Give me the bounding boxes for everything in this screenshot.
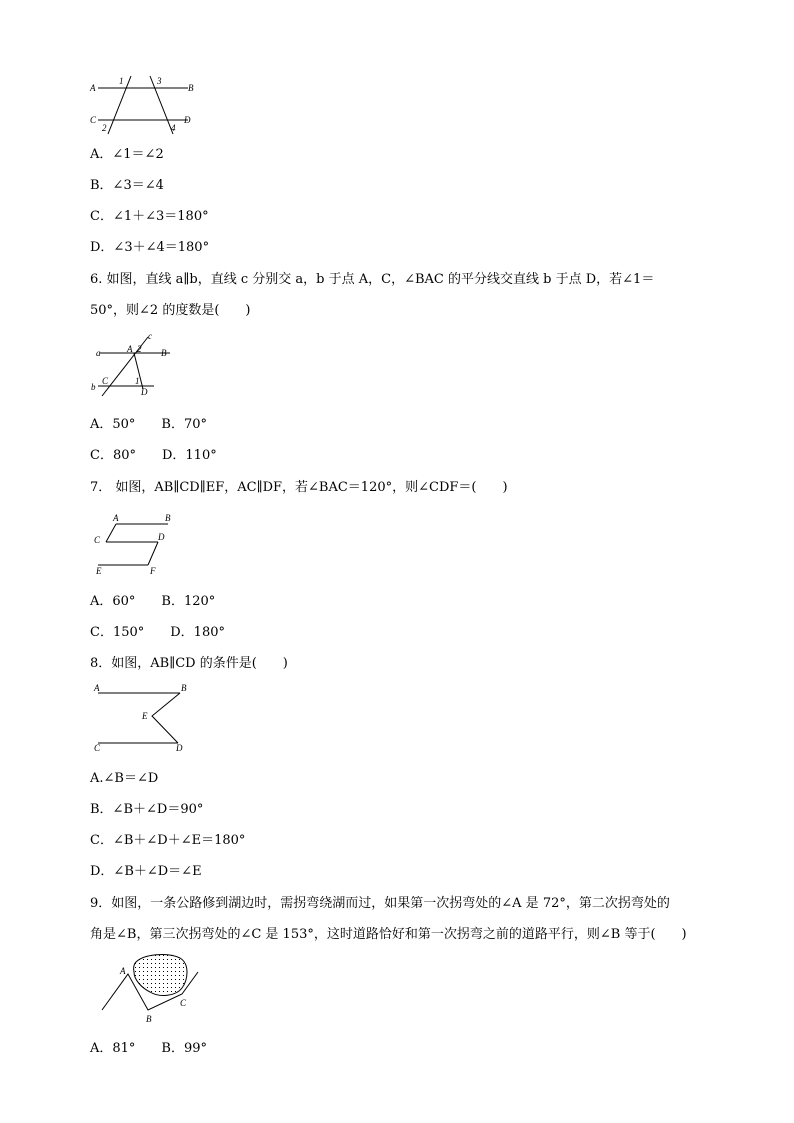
q5-figure [88,74,198,134]
angle-3: 3 [157,76,162,86]
label-b: b [91,382,96,392]
q5-option-a: A．∠1＝∠2 [90,147,164,162]
label-B: B [146,1014,152,1024]
q8-option-a: A.∠B＝∠D [90,771,159,786]
label-E: E [96,566,102,576]
q9-stem-line1: 9．如图，一条公路修到湖边时，需拐弯绕湖而过，如果第一次拐弯处的∠A 是 72°，第二次拐弯处的 [90,896,670,911]
q8-option-d: D．∠B＋∠D＝∠E [90,864,202,879]
label-B: B [188,83,194,93]
line-DF [148,542,158,565]
angle-2: 2 [137,344,142,354]
q6-stem-line1: 6. 如图，直线 a∥b，直线 c 分别交 a，b 于点 A，C，∠BAC 的平分线交直线 b 于点 D，若∠1＝ [90,272,655,287]
q9-options-row1: A．81° B．99° [90,1041,208,1056]
q5-option-c: C．∠1＋∠3＝180° [90,209,209,224]
label-A: A [90,83,96,93]
label-C: C [94,743,101,753]
label-C: C [180,998,187,1008]
label-F: F [150,566,156,576]
label-A: A [120,966,126,976]
label-D: D [184,115,191,125]
label-D: D [158,532,165,542]
angle-1: 1 [135,376,140,386]
label-B: B [161,348,167,358]
label-C: C [102,376,109,386]
label-A: A [94,683,100,693]
label-D: D [176,743,183,753]
label-E: E [142,711,148,721]
label-A: A [113,513,119,523]
q8-option-c: C．∠B＋∠D＋∠E＝180° [90,833,246,848]
q6-stem-line2: 50°，则∠2 的度数是( ) [90,303,251,318]
q5-option-b: B．∠3＝∠4 [90,178,164,193]
q7-options-row1: A．60° B．120° [90,594,216,609]
label-D: D [141,387,148,397]
q5-option-d: D．∠3＋∠4＝180° [90,240,210,255]
angle-2: 2 [102,123,107,133]
q8-option-b: B．∠B＋∠D＝90° [90,802,204,817]
label-C: C [90,115,97,125]
angle-4: 4 [171,123,176,133]
q7-options-row2: C．150° D．180° [90,625,225,640]
line-BED [152,693,180,743]
q7-figure [92,512,182,577]
label-B: B [181,683,187,693]
q7-stem: 7． 如图，AB∥CD∥EF，AC∥DF，若∠BAC＝120°，则∠CDF＝( ) [90,480,508,495]
label-c: c [148,331,152,341]
label-a: a [96,348,101,358]
q6-options-row2: C．80° D．110° [90,448,217,463]
label-A: A [127,344,133,354]
q8-figure [92,683,202,753]
label-C: C [94,535,101,545]
q6-options-row1: A．50° B．70° [90,417,208,432]
lake [134,955,187,996]
label-B: B [165,513,171,523]
line-AC [106,524,116,542]
transversal-right [150,76,173,134]
q8-stem: 8．如图，AB∥CD 的条件是( ) [90,656,288,671]
q6-figure [90,333,180,398]
q9-figure [98,950,218,1025]
q9-stem-line2: 角是∠B，第三次拐弯处的∠C 是 153°，这时道路恰好和第一次拐弯之前的道路平行，则∠B 等于( ) [90,927,687,942]
angle-1: 1 [119,76,124,86]
